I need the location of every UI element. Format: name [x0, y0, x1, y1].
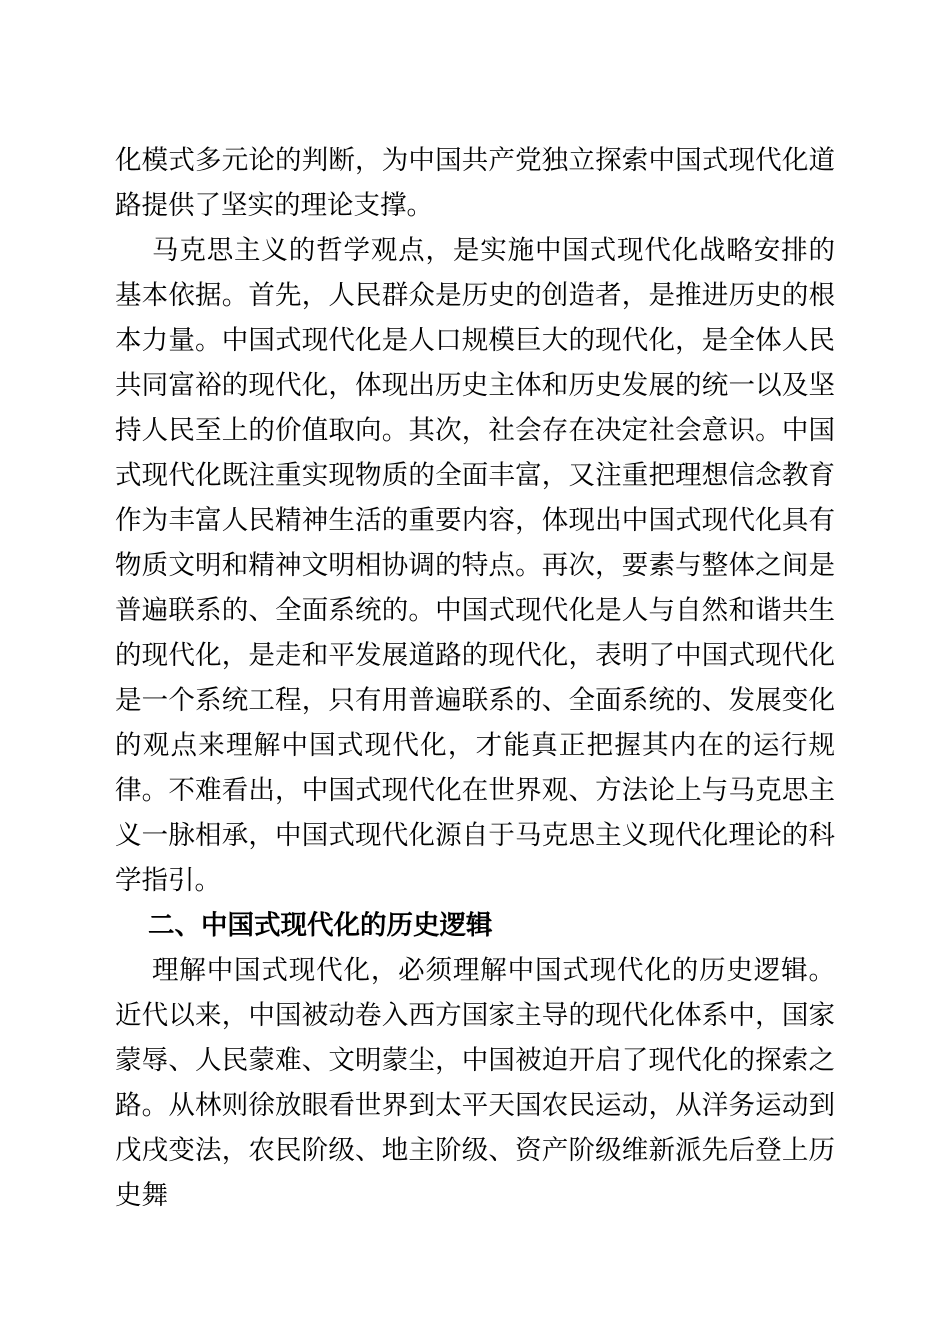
paragraph-continuation: 化模式多元论的判断，为中国共产党独立探索中国式现代化道路提供了坚实的理论支撑。: [115, 145, 835, 220]
paragraph-historical-logic: 理解中国式现代化，必须理解中国式现代化的历史逻辑。近代以来，中国被动卷入西方国家主导的现代化体系中，国家蒙辱、人民蒙难、文明蒙尘，中国被迫开启了现代化的探索之路。从林则徐放眼看世界到太平天国农民运动，从洋务运动到戊戌变法，农民阶级、地主阶级、资产阶级维新派先后登上历史舞: [115, 955, 835, 1210]
section-heading-historical-logic: 二、中国式现代化的历史逻辑: [148, 910, 493, 940]
paragraph-marxist-philosophy: 马克思主义的哲学观点，是实施中国式现代化战略安排的基本依据。首先，人民群众是历史的创造者，是推进历史的根本力量。中国式现代化是人口规模巨大的现代化，是全体人民共同富裕的现代化，体现出历史主体和历史发展的统一以及坚持人民至上的价值取向。其次，社会存在决定社会意识。中国式现代化既注重实现物质的全面丰富，又注重把理想信念教育作为丰富人民精神生活的重要内容，体现出中国式现代化具有物质文明和精神文明相协调的特点。再次，要素与整体之间是普遍联系的、全面系统的。中国式现代化是人与自然和谐共生的现代化，是走和平发展道路的现代化，表明了中国式现代化是一个系统工程，只有用普遍联系的、全面系统的、发展变化的观点来理解中国式现代化，才能真正把握其内在的运行规律。不难看出，中国式现代化在世界观、方法论上与马克思主义一脉相承，中国式现代化源自于马克思主义现代化理论的科学指引。: [115, 235, 835, 895]
